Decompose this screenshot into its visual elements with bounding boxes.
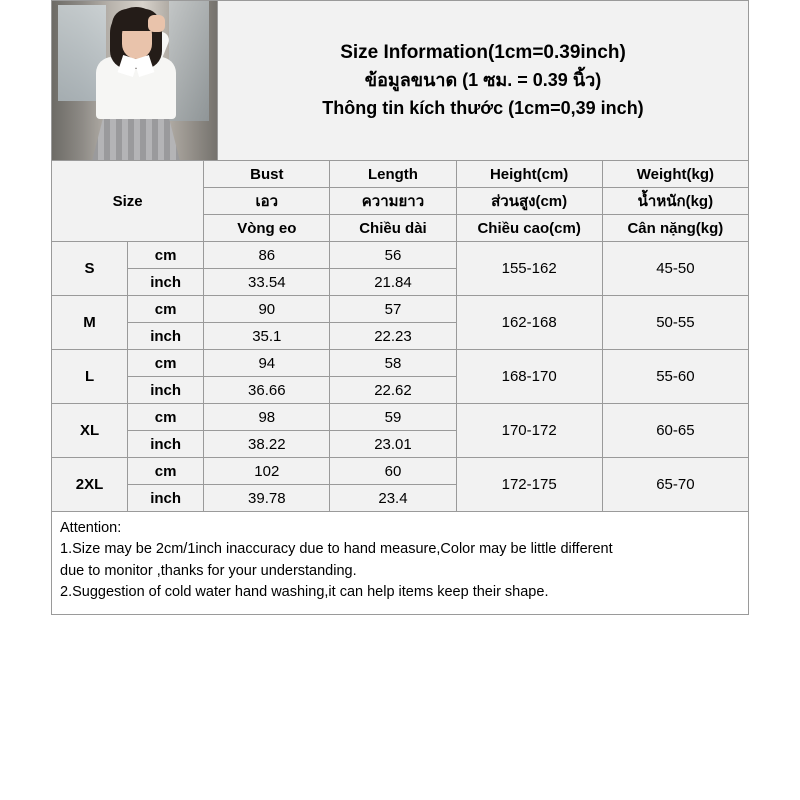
xl-length-inch: 23.01 [330,431,456,458]
col-header-height-vi: Chiều cao(cm) [456,215,602,242]
unit-inch: inch [128,431,204,458]
l-length-inch: 22.62 [330,377,456,404]
size-header-cell: Size [52,161,204,242]
col-header-bust-th: เอว [204,188,330,215]
col-header-length-th: ความยาว [330,188,456,215]
2xl-bust-inch: 39.78 [204,485,330,512]
row-size-l: L [52,350,128,404]
title-english: Size Information(1cm=0.39inch) [340,41,626,63]
unit-inch: inch [128,323,204,350]
s-length-cm: 56 [330,242,456,269]
s-bust-cm: 86 [204,242,330,269]
col-header-bust-en: Bust [204,161,330,188]
2xl-bust-cm: 102 [204,458,330,485]
m-bust-cm: 90 [204,296,330,323]
col-header-weight-en: Weight(kg) [602,161,748,188]
size-table [51,160,749,512]
col-header-height-en: Height(cm) [456,161,602,188]
attention-line-2: due to monitor ,thanks for your understanding. [60,562,357,579]
s-height: 155-162 [456,242,602,296]
s-bust-inch: 33.54 [204,269,330,296]
unit-cm: cm [128,296,204,323]
2xl-length-cm: 60 [330,458,456,485]
table-row [52,350,749,377]
l-bust-inch: 36.66 [204,377,330,404]
2xl-height: 172-175 [456,458,602,512]
l-height: 168-170 [456,350,602,404]
col-header-length-en: Length [330,161,456,188]
row-size-xl: XL [52,404,128,458]
attention-block [51,512,749,615]
col-header-length-vi: Chiều dài [330,215,456,242]
photo-hand [148,15,165,32]
attention-heading: Attention: [60,520,122,536]
col-header-bust-vi: Vòng eo [204,215,330,242]
attention-line-3: 2.Suggestion of cold water hand washing,it can help items keep their shape. [60,584,549,601]
col-header-weight-vi: Cân nặng(kg) [602,215,748,242]
table-row [52,242,749,269]
m-length-inch: 22.23 [330,323,456,350]
m-height: 162-168 [456,296,602,350]
table-row [52,458,749,485]
table-row [52,296,749,323]
m-bust-inch: 35.1 [204,323,330,350]
unit-cm: cm [128,242,204,269]
unit-inch: inch [128,485,204,512]
m-weight: 50-55 [602,296,748,350]
row-size-2xl: 2XL [52,458,128,512]
2xl-weight: 65-70 [602,458,748,512]
product-photo-image [52,1,217,160]
xl-height: 170-172 [456,404,602,458]
header [51,0,749,160]
product-photo [52,1,218,160]
xl-bust-inch: 38.22 [204,431,330,458]
attention-line-1: 1.Size may be 2cm/1inch inaccuracy due to hand measure,Color may be little different [60,541,613,558]
photo-skirt [92,113,180,160]
l-weight: 55-60 [602,350,748,404]
xl-length-cm: 59 [330,404,456,431]
unit-inch: inch [128,377,204,404]
table-row [52,404,749,431]
2xl-length-inch: 23.4 [330,485,456,512]
unit-cm: cm [128,350,204,377]
title-vietnamese: Thông tin kích thước (1cm=0,39 inch) [322,98,644,119]
unit-inch: inch [128,269,204,296]
col-header-weight-th: น้ำหนัก(kg) [602,188,748,215]
unit-cm: cm [128,458,204,485]
table-header-row-en [52,161,749,188]
m-length-cm: 57 [330,296,456,323]
row-size-m: M [52,296,128,350]
xl-weight: 60-65 [602,404,748,458]
l-bust-cm: 94 [204,350,330,377]
s-length-inch: 21.84 [330,269,456,296]
row-size-s: S [52,242,128,296]
title-thai: ข้อมูลขนาด (1 ซม. = 0.39 นิ้ว) [364,70,602,91]
s-weight: 45-50 [602,242,748,296]
col-header-height-th: ส่วนสูง(cm) [456,188,602,215]
l-length-cm: 58 [330,350,456,377]
xl-bust-cm: 98 [204,404,330,431]
title-block [218,1,748,160]
unit-cm: cm [128,404,204,431]
